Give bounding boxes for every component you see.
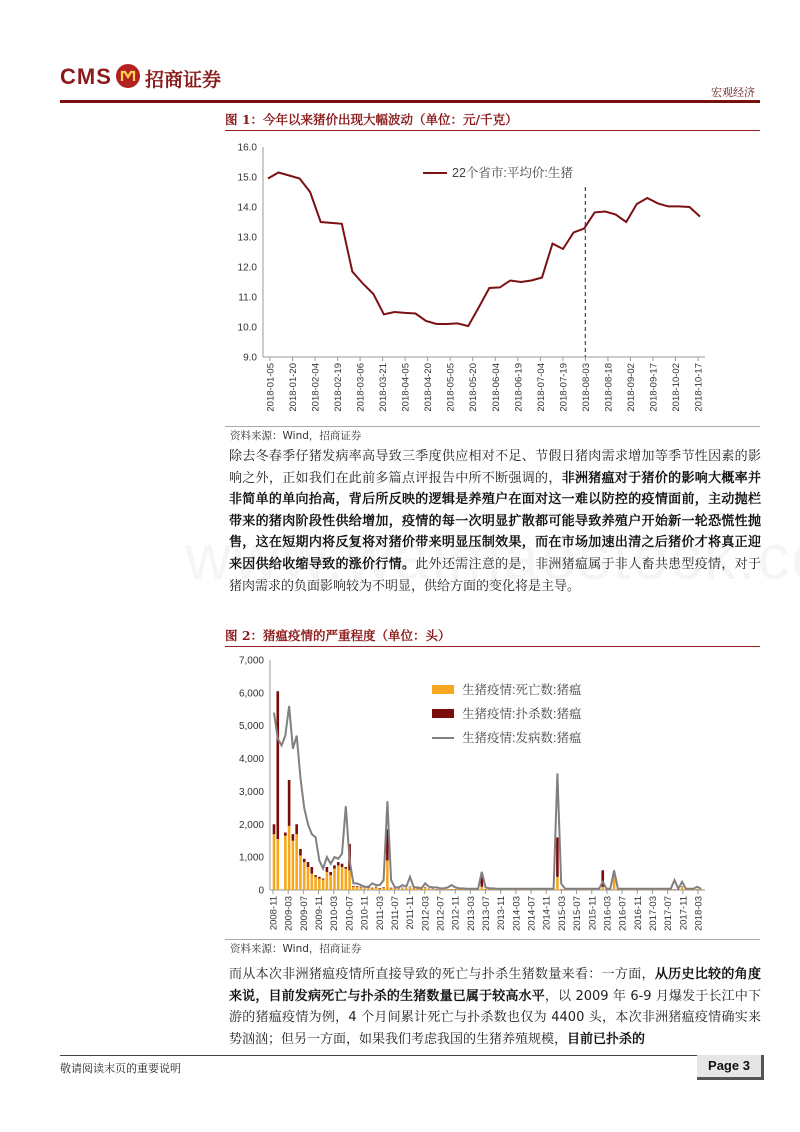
death-bar: [371, 888, 374, 890]
x-tick-label: 2013-11: [496, 896, 508, 931]
death-bar: [318, 879, 321, 891]
death-bar: [273, 834, 276, 890]
x-tick-label: 2018-03-21: [378, 363, 390, 412]
death-bar: [435, 889, 438, 890]
death-bar: [375, 887, 378, 890]
death-bar: [601, 887, 604, 890]
paragraph-1: [229, 446, 761, 597]
y-tick-label: 5,000: [238, 721, 264, 733]
death-bar: [386, 860, 389, 890]
x-tick-label: 2018-04-05: [400, 363, 412, 412]
x-tick-label: 2018-05-20: [468, 363, 480, 412]
y-tick-label: 15.0: [237, 172, 257, 184]
figure2-source-divider: [225, 939, 760, 940]
x-tick-label: 2014-03: [511, 896, 523, 931]
death-bar: [458, 889, 461, 890]
death-bar: [292, 841, 295, 890]
cull-bar: [556, 837, 559, 876]
x-tick-label: 2018-01-05: [265, 363, 277, 412]
cull-bar: [341, 864, 344, 867]
y-tick-label: 16.0: [237, 142, 257, 154]
death-bar: [382, 888, 385, 890]
logo-mark-icon: [116, 64, 140, 88]
cull-bar: [344, 867, 347, 869]
death-bar: [314, 877, 317, 890]
death-bar: [344, 869, 347, 890]
cull-bar: [273, 824, 276, 834]
death-bar: [401, 888, 404, 890]
y-tick-label: 11.0: [238, 292, 257, 304]
death-bar: [454, 889, 457, 890]
x-tick-label: 2011-07: [389, 896, 401, 931]
cull-bar: [337, 862, 340, 865]
paragraph-1-text: 除去冬春季仔猪发病率高导致三季度供应相对不足、节假日猪肉需求增加等季节性因素的影响之外，正如我们在此前多篇点评报告中所不断强调的，: [229, 449, 761, 486]
x-tick-label: 2011-11: [405, 896, 417, 930]
swine-fever-chart: [225, 650, 760, 940]
cull-bar: [371, 888, 374, 889]
x-tick-label: 2016-03: [602, 896, 614, 931]
x-tick-label: 2016-07: [617, 896, 629, 931]
death-bar: [310, 874, 313, 890]
y-tick-label: 3,000: [238, 786, 264, 798]
page-number-box: [697, 1055, 764, 1080]
cull-bar: [333, 865, 336, 868]
death-bar: [405, 889, 408, 890]
cull-bar: [375, 887, 378, 888]
x-tick-label: 2015-07: [572, 896, 584, 931]
death-bar: [303, 862, 306, 890]
x-tick-label: 2009-03: [283, 896, 295, 931]
logo: [60, 62, 230, 96]
death-bar: [352, 887, 355, 890]
cull-bar: [303, 859, 306, 862]
death-bar: [424, 887, 427, 890]
x-tick-label: 2018-09-17: [648, 363, 660, 412]
x-tick-label: 2017-03: [647, 896, 659, 931]
x-tick-label: 2017-07: [663, 896, 675, 931]
y-tick-label: 1,000: [238, 852, 264, 864]
cull-bar: [379, 888, 382, 889]
death-bar: [295, 834, 298, 890]
death-bar: [363, 888, 366, 890]
x-tick-label: 2014-11: [541, 896, 553, 931]
x-tick-label: 2010-03: [329, 896, 341, 931]
y-tick-label: 6,000: [238, 688, 264, 700]
death-bar: [367, 888, 370, 890]
x-tick-label: 2018-02-04: [310, 363, 322, 412]
death-bar: [416, 889, 419, 890]
x-tick-label: 2018-05-05: [445, 363, 457, 412]
paragraph-1-bold: 非洲猪瘟对于猪价的影响大概率并非简单的单向抬高，背后所反映的逻辑是养殖户在面对这一难以防控的疫情面前，主动抛栏带来的猪肉阶段性供给增加，疫情的每一次明显扩散都可能导致养殖户开始新一轮恐慌性抛售，这在短期内将反复将对猪价带来明显压制效果，而在市场加速出清之后猪价才将真正迎来因供给收缩导致的涨价行情。: [229, 470, 761, 572]
page-number: Page 3: [708, 1058, 750, 1073]
death-bar: [439, 889, 442, 890]
x-tick-label: 2018-08-03: [580, 363, 592, 412]
x-tick-label: 2018-02-19: [333, 363, 345, 412]
figure2-title-bar: [225, 624, 760, 647]
x-tick-label: 2018-07-19: [558, 363, 570, 412]
death-bar: [428, 889, 431, 890]
paragraph-2-text: 而从本次非洲猪瘟疫情所直接导致的死亡与扑杀生猪数量来看：一方面，: [229, 967, 655, 982]
death-bar: [379, 889, 382, 890]
cull-bar: [326, 867, 329, 872]
x-tick-label: 2018-08-18: [603, 363, 615, 412]
x-tick-label: 2015-11: [587, 896, 599, 931]
cull-bar: [276, 691, 279, 839]
death-bar: [409, 887, 412, 890]
death-bar: [450, 889, 453, 890]
x-tick-label: 2008-11: [268, 896, 280, 931]
death-bar: [394, 889, 397, 890]
cull-bar: [382, 887, 385, 888]
death-bar: [348, 870, 351, 890]
death-bar: [484, 889, 487, 890]
death-bar: [329, 875, 332, 890]
paragraph-2-bold-2: 目前已扑杀的: [567, 1031, 646, 1047]
y-tick-label: 7,000: [238, 655, 264, 667]
header-divider: [60, 100, 760, 103]
cull-bar: [352, 886, 355, 887]
legend-label-cull: 生猪疫情:扑杀数:猪瘟: [462, 707, 582, 721]
y-tick-label: 12.0: [237, 262, 257, 274]
legend-label-infection: 生猪疫情:发病数:猪瘟: [462, 731, 582, 745]
y-tick-label: 4,000: [238, 754, 264, 766]
x-tick-label: 2016-11: [632, 896, 644, 931]
death-bar: [681, 887, 684, 890]
logo-cn-text: 招商证券: [145, 69, 222, 91]
x-tick-label: 2015-03: [556, 896, 568, 931]
death-bar: [360, 887, 363, 890]
x-tick-label: 2012-03: [420, 896, 432, 931]
x-tick-label: 2018-06-04: [490, 363, 502, 412]
x-tick-label: 2010-11: [359, 896, 371, 931]
x-tick-label: 2018-01-20: [288, 363, 300, 412]
figure1-source-divider: [225, 426, 760, 427]
hog-price-chart: [225, 132, 760, 427]
footer-disclaimer: 敬请阅读末页的重要说明: [60, 1062, 181, 1075]
cull-bar: [284, 833, 287, 836]
death-bar: [276, 839, 279, 890]
death-bar: [413, 889, 416, 890]
figure1-title: 图 1：今年以来猪价出现大幅波动（单位：元/千克）: [225, 112, 518, 127]
paragraph-2: [229, 964, 761, 1050]
death-bar: [390, 888, 393, 890]
cull-bar: [288, 780, 291, 826]
cull-bar: [292, 834, 295, 841]
y-tick-label: 0: [258, 885, 264, 897]
x-tick-label: 2013-07: [481, 896, 492, 931]
death-bar: [397, 889, 400, 890]
death-bar: [284, 836, 287, 890]
death-bar: [556, 877, 559, 890]
x-tick-label: 2014-07: [526, 896, 538, 931]
x-tick-label: 2018-10-17: [693, 363, 705, 412]
figure1-title-bar: [225, 108, 760, 131]
x-tick-label: 2012-07: [435, 896, 447, 931]
paragraph-2-bold-1: 从历史比较的角度来说，目前发病死亡与扑杀的生猪数量已属于较高水平: [229, 967, 761, 1004]
death-bar: [333, 869, 336, 890]
y-tick-label: 9.0: [243, 352, 257, 364]
cull-bar: [299, 849, 302, 856]
cull-bar: [360, 887, 363, 888]
x-tick-label: 2018-10-02: [670, 363, 682, 412]
legend-label-death: 生猪疫情:死亡数:猪瘟: [462, 683, 582, 697]
death-bar: [288, 826, 291, 890]
death-bar: [488, 889, 491, 890]
y-tick-label: 10.0: [237, 322, 257, 334]
figure2-source: 资料来源：Wind，招商证券: [230, 943, 362, 955]
x-tick-label: 2018-03: [693, 896, 705, 931]
legend-swatch-cull: [432, 709, 454, 718]
death-bar: [326, 872, 329, 890]
death-bar: [322, 879, 325, 890]
cull-bar: [310, 867, 313, 874]
cull-bar: [322, 879, 325, 880]
x-tick-label: 2018-06-19: [513, 363, 525, 412]
x-tick-label: 2018-09-02: [625, 363, 637, 412]
legend-swatch-death: [432, 685, 454, 694]
x-tick-label: 2012-11: [450, 896, 462, 931]
death-bar: [307, 867, 310, 890]
death-bar: [447, 889, 450, 890]
cull-bar: [314, 875, 317, 877]
price-series-line: [268, 173, 700, 327]
figure2-title: 图 2：猪瘟疫情的严重程度（单位：头）: [225, 628, 451, 643]
section-label: 宏观经济: [711, 86, 755, 99]
x-tick-label: 2009-07: [298, 896, 310, 931]
death-bar: [299, 856, 302, 891]
x-tick-label: 2009-11: [314, 896, 326, 931]
paragraph-1-text-2: 此外还需注意的是，非洲猪瘟属于非人畜共患型疫情，对于猪肉需求的负面影响较为不明显，供给方面的变化将是主导。: [229, 556, 761, 594]
figure1-source: 资料来源：Wind，招商证券: [230, 430, 362, 442]
paragraph-2-text-2: ，以 2009 年 6-9 月爆发于长江中下游的猪瘟疫情为例，4 个月间累计死亡与扑杀数也仅为 4400 头，本次非洲猪瘟疫情确实来势汹汹；但另一方面，如果我们考虑我国的生猪养殖规模，: [229, 988, 761, 1047]
cull-bar: [307, 862, 310, 867]
death-bar: [431, 889, 434, 890]
x-tick-label: 2013-03: [465, 896, 477, 931]
x-tick-label: 2017-11: [678, 896, 690, 931]
death-bar: [341, 867, 344, 890]
y-tick-label: 2,000: [238, 819, 264, 831]
cull-bar: [318, 877, 321, 879]
death-bar: [481, 887, 484, 890]
death-bar: [337, 865, 340, 890]
x-tick-label: 2011-03: [374, 896, 386, 931]
death-bar: [356, 887, 359, 890]
cull-bar: [295, 824, 298, 834]
y-tick-label: 14.0: [237, 202, 257, 214]
cull-bar: [329, 872, 332, 875]
death-bar: [420, 889, 423, 890]
x-tick-label: 2018-03-06: [355, 363, 367, 412]
x-tick-label: 2018-07-04: [535, 363, 547, 412]
x-tick-label: 2018-04-20: [423, 363, 435, 412]
cull-bar: [390, 888, 393, 889]
legend-label: 22个省市:平均价:生猪: [452, 166, 573, 180]
cull-bar: [356, 886, 359, 887]
y-tick-label: 13.0: [237, 232, 257, 244]
x-tick-label: 2010-07: [344, 896, 356, 931]
logo-cms-text: CMS: [60, 64, 112, 89]
footer-divider: [60, 1055, 760, 1056]
